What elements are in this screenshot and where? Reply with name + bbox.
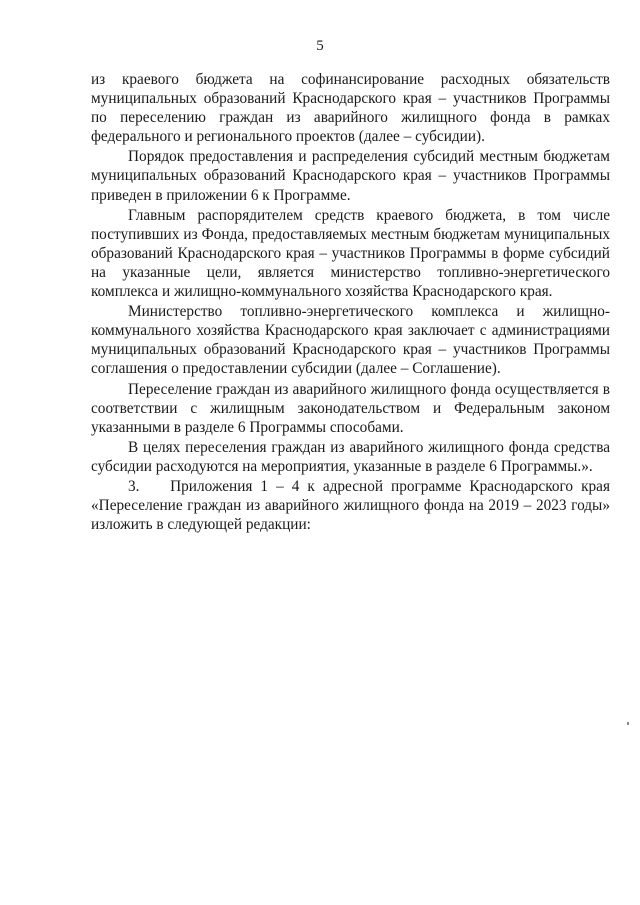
paragraph-main-administrator: Главным распорядителем средств краевого бюджета, в том числе поступивших из Фонда, предоставляемых местным бюджетам муниципальных образований Краснодарского края – участников Программы в форме субсидий на указанные цели, является министерство топливно-энергетического комплекса и жилищно-коммунального хозяйства Краснодарского края.	[91, 206, 610, 301]
paragraph-item-3: 3. Приложения 1 – 4 к адресной программе Краснодарского края «Переселение граждан из аварийного жилищного фонда на 2019 – 2023 годы» изложить в следующей редакции:	[91, 477, 610, 534]
paragraph-ministry-agreement: Министерство топливно-энергетического комплекса и жилищно-коммунального хозяйства Краснодарского края заключает с администрациями муниципальных образований Краснодарского края – участников Программы соглашения о предоставлении субсидии (далее – Соглашение).	[91, 303, 610, 378]
paragraph-continuation: из краевого бюджета на софинансирование расходных обязательств муниципальных образований Краснодарского края – участников Программы по переселению граждан из аварийного жилищного фонда в рамках федерального и регионального проектов (далее – субсидии).	[91, 71, 610, 146]
paragraph-resettlement: Переселение граждан из аварийного жилищного фонда осуществляется в соответствии с жилищным законодательством и Федеральным законом указанными в разделе 6 Программы способами.	[91, 380, 610, 436]
scan-speck	[627, 722, 629, 725]
document-body	[91, 70, 610, 535]
page-number: 5	[316, 38, 324, 54]
paragraph-subsidy-spending: В целях переселения граждан из аварийного жилищного фонда средства субсидии расходуются на мероприятия, указанные в разделе 6 Программы.».	[91, 438, 610, 475]
paragraph-subsidy-procedure: Порядок предоставления и распределения субсидий местным бюджетам муниципальных образований Краснодарского края – участников Программы приведен в приложении 6 к Программе.	[91, 148, 610, 204]
